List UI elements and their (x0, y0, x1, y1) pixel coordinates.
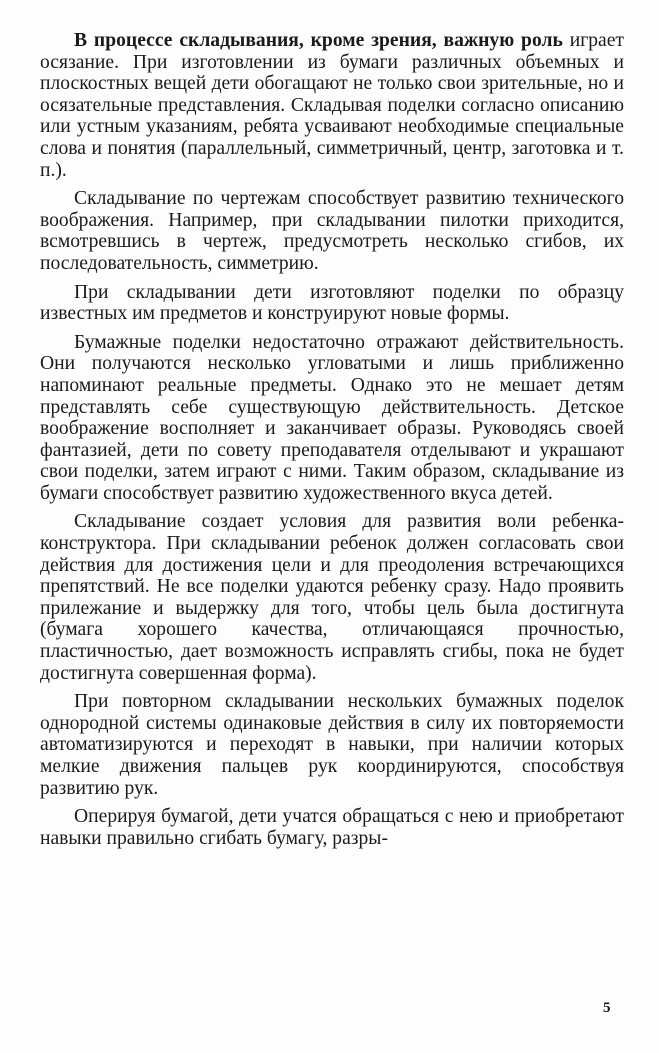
paragraph-3: При складывании дети изготовляют поделки по образцу известных им предметов и конструируют новые формы. (40, 281, 624, 325)
body-text (40, 30, 624, 856)
paragraph-2: Складывание по чертежам способствует развитию технического воображения. Например, при складывании пилотки приходится, всмотревшись в чертеж, предусмотреть несколько сгибов, их последовательность, симметрию. (40, 188, 624, 274)
paragraph-text: играет осязание. При изготовлении из бумаги различных объемных и плоскостных вещей дети обогащают не только свои зрительные, но и осязательные представления. Складывая поделки согласно описанию или устным указаниям, ребята усваивают необходимые специальные слова и понятия (параллельный, симметричный, центр, заготовка и т. п.). (40, 30, 624, 181)
paragraph-5: Складывание создает условия для развития воли ребенка-конструктора. При складывании ребенок должен согласовать свои действия для достижения цели и для преодоления встречающихся препятствий. Не все поделки удаются ребенку сразу. Надо проявить прилежание и выдержку для того, чтобы цель была достигнута (бумага хорошего качества, отличающаяся прочностью, пластичностью, дает возможность исправлять сгибы, пока не будет достигнута совершенная форма). (40, 511, 624, 684)
paragraph-1 (40, 30, 624, 181)
page-number: 5 (603, 1000, 611, 1016)
paragraph-4: Бумажные поделки недостаточно отражают действительность. Они получаются несколько угловатыми и лишь приближенно напоминают реальные предметы. Однако это не мешает детям представлять себе существующую действительность. Детское воображение восполняет и заканчивает образы. Руководясь своей фантазией, дети по совету преподавателя отделывают и украшают свои поделки, затем играют с ними. Таким образом, складывание из бумаги способствует развитию художественного вкуса детей. (40, 331, 624, 504)
paragraph-7: Оперируя бумагой, дети учатся обращаться с нею и приобретают навыки правильно сгибать бумагу, разры- (40, 806, 624, 849)
paragraph-6: При повторном складывании нескольких бумажных поделок однородной системы одинаковые действия в силу их повторяемости автоматизируются и переходят в навыки, при наличии которых мелкие движения пальцев рук координируются, способствуя развитию рук. (40, 691, 624, 799)
paragraph-lead: В процессе складывания, кроме зрения, важную роль (74, 30, 563, 51)
